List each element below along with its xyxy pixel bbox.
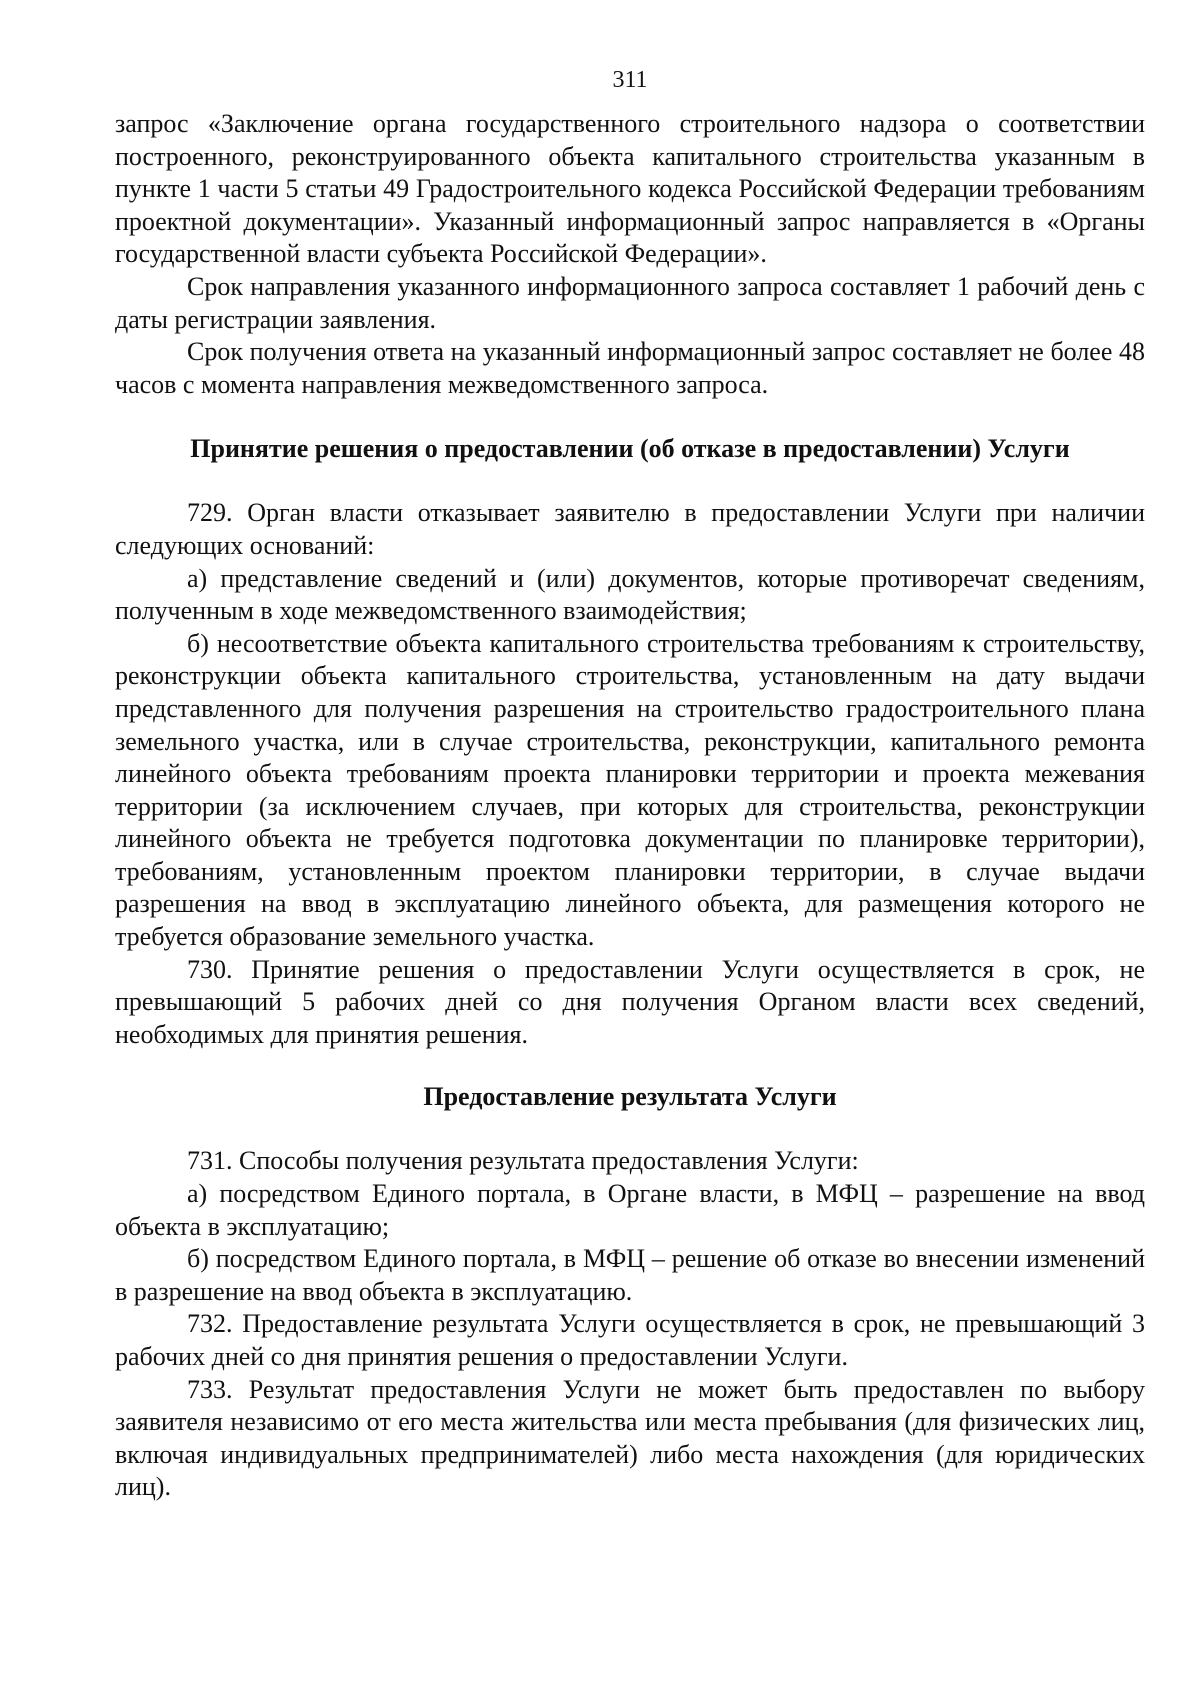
paragraph-731-a: а) посредством Единого портала, в Органе власти, в МФЦ – разрешение на ввод объекта в эксплуатацию;	[115, 1179, 1145, 1241]
page-number: 311	[612, 67, 648, 93]
paragraph-729-b: б) несоответствие объекта капитального строительства требованиям к строительству, реконструкции объекта капитального строительства, установленным на дату выдачи представленного для получения разрешения на строительство градостроительного плана земельного участка, или в случае строительства, реконструкции, капитального ремонта линейного объекта требованиям проекта планировки территории и проекта межевания территории (за исключением случаев, при которых для строительства, реконструкции линейного объекта не требуется подготовка документации по планировке территории), требованиям, установленным проектом планировки территории, в случае выдачи разрешения на ввод в эксплуатацию линейного объекта, для размещения которого не требуется образование земельного участка.	[115, 628, 1145, 952]
paragraph-intro-request: запрос «Заключение органа государственного строительного надзора о соответствии построенного, реконструированного объекта капитального строительства указанным в пункте 1 части 5 статьи 49 Градостроительного кодекса Российской Федерации требованиям проектной документации». Указанный информационный запрос направляется в «Органы государственной власти субъекта Российской Федерации».	[115, 109, 1145, 269]
paragraph-730: 730. Принятие решения о предоставлении Услуги осуществляется в срок, не превышающий 5 рабочих дней со дня получения Органом власти всех сведений, необходимых для принятия решения.	[115, 954, 1145, 1049]
paragraph-733: 733. Результат предоставления Услуги не может быть предоставлен по выбору заявителя независимо от его места жительства или места пребывания (для физических лиц, включая индивидуальных предпринимателей) либо места нахождения (для юридических лиц).	[115, 1374, 1145, 1502]
paragraph-732: 732. Предоставление результата Услуги осуществляется в срок, не превышающий 3 рабочих дней со дня принятия решения о предоставлении Услуги.	[115, 1309, 1145, 1371]
paragraph-729-a: а) представление сведений и (или) документов, которые противоречат сведениям, полученным в ходе межведомственного взаимодействия;	[115, 563, 1145, 626]
paragraph-731: 731. Способы получения результата предоставления Услуги:	[187, 1146, 859, 1176]
paragraph-729: 729. Орган власти отказывает заявителю в предоставлении Услуги при наличии следующих оснований:	[115, 498, 1145, 560]
paragraph-request-deadline: Срок направления указанного информационного запроса составляет 1 рабочий день с даты регистрации заявления.	[115, 271, 1145, 334]
section-heading-decision: Принятие решения о предоставлении (об отказе в предоставлении) Услуги	[190, 434, 1070, 464]
section-heading-result: Предоставление результата Услуги	[423, 1082, 837, 1112]
paragraph-731-b: б) посредством Единого портала, в МФЦ – решение об отказе во внесении изменений в разрешение на ввод объекта в эксплуатацию.	[115, 1244, 1145, 1306]
paragraph-response-deadline: Срок получения ответа на указанный информационный запрос составляет не более 48 часов с момента направления межведомственного запроса.	[115, 337, 1145, 399]
document-page	[115, 66, 1145, 1504]
